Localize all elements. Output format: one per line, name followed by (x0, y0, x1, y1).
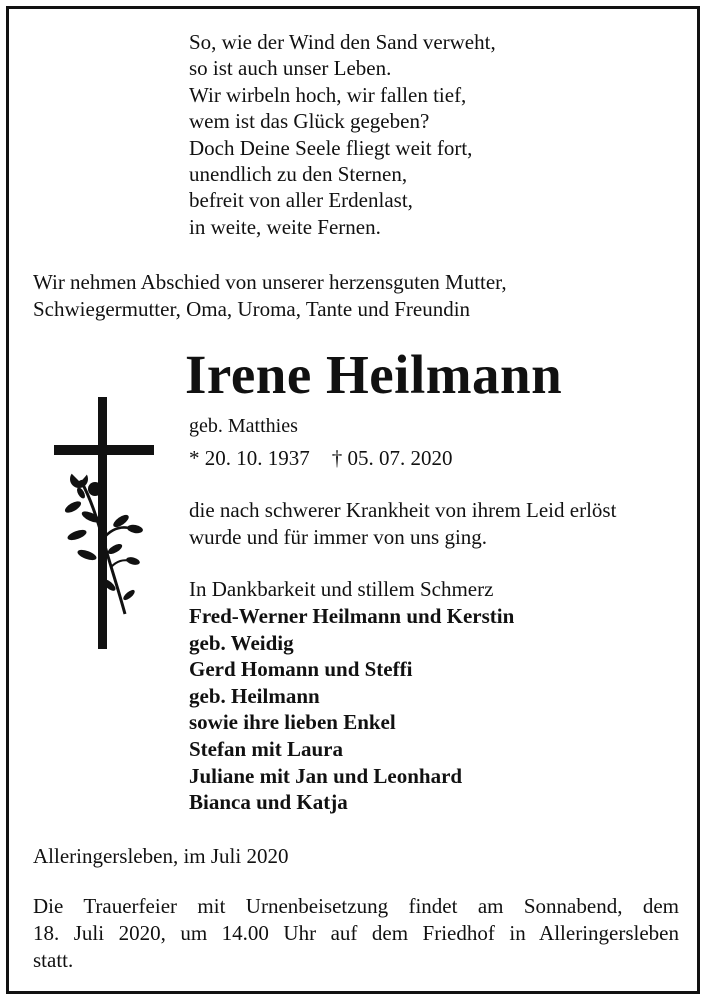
life-dates (189, 445, 453, 471)
poem-line: wem ist das Glück gegeben? (189, 109, 430, 134)
birth-date: * 20. 10. 1937 (189, 446, 310, 470)
mourner-line: Bianca und Katja (189, 790, 348, 815)
deceased-name: Irene Heilmann (185, 344, 563, 405)
mourner-line: Juliane mit Jan und Leonhard (189, 763, 463, 788)
death-date: † 05. 07. 2020 (331, 446, 453, 470)
mourner-line: Stefan mit Laura (189, 736, 343, 761)
intro-line: Wir nehmen Abschied von unserer herzensguten Mutter, (33, 270, 507, 294)
intro-line: Schwiegermutter, Oma, Uroma, Tante und Freundin (33, 297, 471, 321)
maiden-name: geb. Matthies (189, 415, 298, 437)
mourner-line: Gerd Homann und Steffi (189, 657, 413, 682)
mourners-list (189, 603, 514, 816)
poem-line: So, wie der Wind den Sand verweht, (189, 30, 496, 54)
funeral-line: 18. Juli 2020, um 14.00 Uhr auf dem Friedhof in Alleringersleben (33, 921, 679, 945)
poem-line: befreit von aller Erdenlast, (189, 188, 413, 213)
description-text (189, 497, 616, 550)
poem (189, 29, 496, 240)
place-and-date: Alleringersleben, im Juli 2020 (33, 844, 289, 868)
mourner-line: geb. Heilmann (189, 683, 320, 708)
poem-line: in weite, weite Fernen. (189, 214, 381, 239)
poem-line: so ist auch unser Leben. (189, 56, 392, 81)
funeral-line: Die Trauerfeier mit Urnenbeisetzung findet am Sonnabend, dem (33, 894, 679, 918)
intro-text (33, 269, 507, 323)
poem-line: Doch Deine Seele fliegt weit fort, (189, 135, 473, 160)
mourner-line: sowie ihre lieben Enkel (189, 710, 396, 735)
funeral-info (33, 893, 679, 974)
mourner-line: Fred-Werner Heilmann und Kerstin (189, 604, 515, 628)
poem-line: Wir wirbeln hoch, wir fallen tief, (189, 82, 467, 107)
description-line: wurde und für immer von uns ging. (189, 524, 488, 549)
mourners-heading: In Dankbarkeit und stillem Schmerz (189, 577, 494, 601)
cross-with-rose-icon (51, 389, 161, 656)
mourner-line: geb. Weidig (189, 630, 294, 655)
poem-line: unendlich zu den Sternen, (189, 162, 408, 187)
description-line: die nach schwerer Krankheit von ihrem Leid erlöst (189, 498, 617, 522)
obituary-notice (6, 6, 700, 994)
funeral-line: statt. (33, 948, 74, 972)
